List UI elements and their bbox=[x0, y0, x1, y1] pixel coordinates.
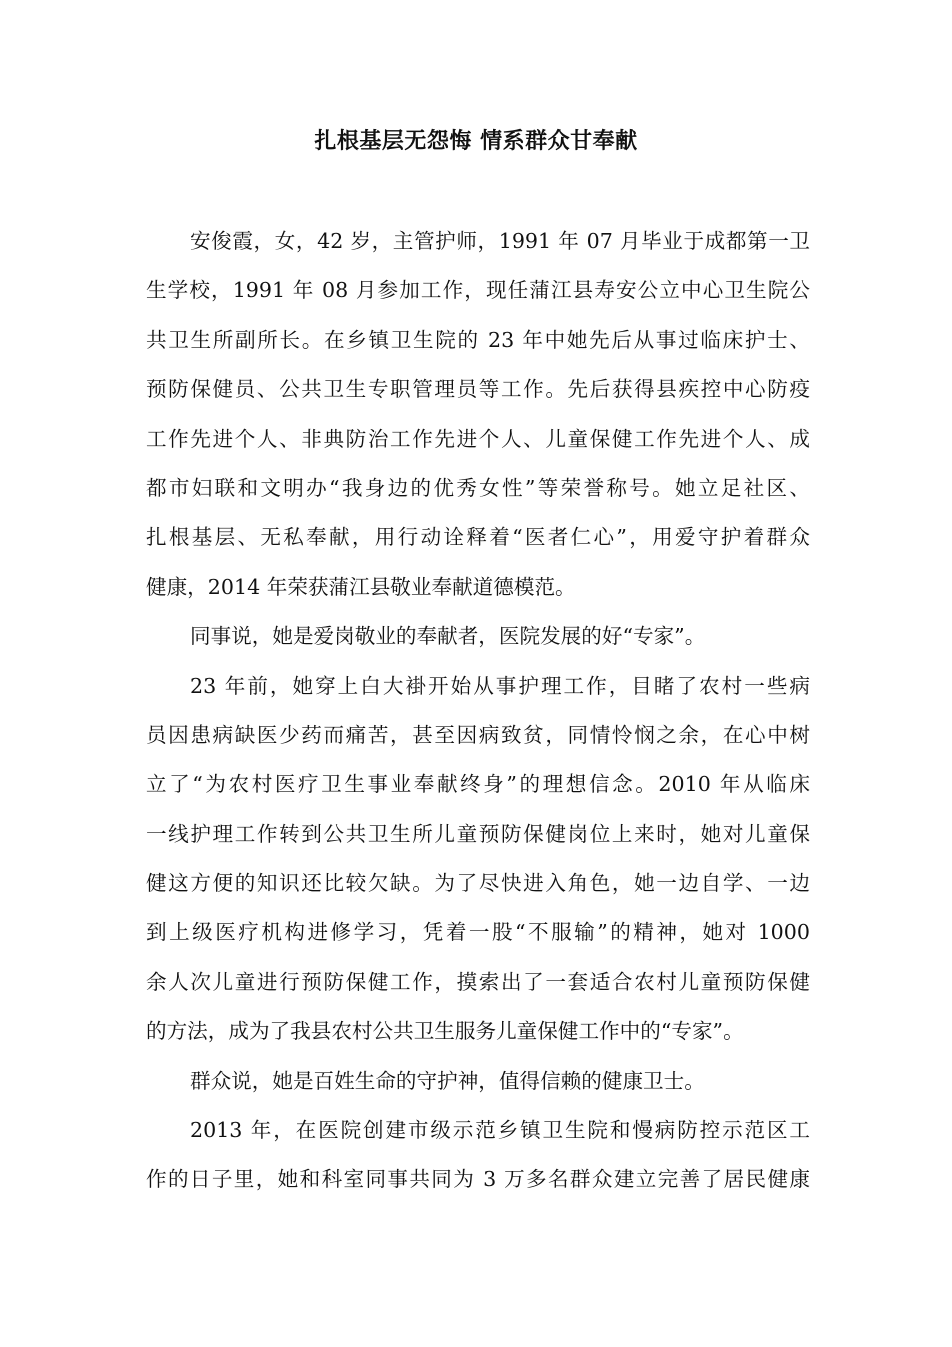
paragraph-line: 生学校，1991 年 08 月参加工作，现任蒲江县寿安公立中心卫生院公 bbox=[146, 278, 810, 303]
paragraph-line: 同事说，她是爱岗敬业的奉献者，医院发展的好“专家”。 bbox=[190, 624, 706, 649]
paragraph-line: 一线护理工作转到公共卫生所儿童预防保健岗位上来时，她对儿童保 bbox=[146, 821, 810, 846]
paragraph-line: 立了“为农村医疗卫生事业奉献终身”的理想信念。2010 年从临床 bbox=[146, 772, 810, 797]
paragraph-line: 扎根基层、无私奉献，用行动诠释着“医者仁心”，用爱守护着群众 bbox=[146, 525, 810, 550]
paragraph-line: 作的日子里，她和科室同事共同为 3 万多名群众建立完善了居民健康 bbox=[146, 1167, 810, 1192]
paragraph-line: 群众说，她是百姓生命的守护神，值得信赖的健康卫士。 bbox=[190, 1068, 705, 1093]
document-body bbox=[146, 224, 810, 1212]
paragraph-line: 安俊霞，女，42 岁，主管护师，1991 年 07 月毕业于成都第一卫 bbox=[190, 229, 810, 253]
paragraph-line: 的方法，成为了我县农村公共卫生服务儿童保健工作中的“专家”。 bbox=[146, 1019, 744, 1044]
paragraph-line: 预防保健员、公共卫生专职管理员等工作。先后获得县疾控中心防疫 bbox=[146, 377, 810, 402]
paragraph-line: 都市妇联和文明办“我身边的优秀女性”等荣誉称号。她立足社区、 bbox=[146, 475, 810, 500]
paragraph-line: 23 年前，她穿上白大褂开始从事护理工作，目睹了农村一些病 bbox=[190, 673, 810, 698]
paragraph-line: 工作先进个人、非典防治工作先进个人、儿童保健工作先进个人、成 bbox=[146, 426, 810, 451]
paragraph-line: 员因患病缺医少药而痛苦，甚至因病致贫，同情怜悯之余，在心中树 bbox=[146, 722, 810, 747]
paragraph-line: 健这方便的知识还比较欠缺。为了尽快进入角色，她一边自学、一边 bbox=[146, 871, 810, 896]
paragraph-line: 余人次儿童进行预防保健工作，摸索出了一套适合农村儿童预防保健 bbox=[146, 969, 810, 994]
paragraph-line: 健康，2014 年荣获蒲江县敬业奉献道德模范。 bbox=[146, 574, 576, 599]
paragraph-line: 共卫生所副所长。在乡镇卫生院的 23 年中她先后从事过临床护士、 bbox=[146, 327, 810, 352]
paragraph-line: 到上级医疗机构进修学习，凭着一股“不服输”的精神，她对 1000 bbox=[146, 920, 810, 945]
document-title: 扎根基层无怨悔 情系群众甘奉献 bbox=[314, 129, 638, 154]
paragraph-line: 2013 年，在医院创建市级示范乡镇卫生院和慢病防控示范区工 bbox=[190, 1118, 810, 1143]
